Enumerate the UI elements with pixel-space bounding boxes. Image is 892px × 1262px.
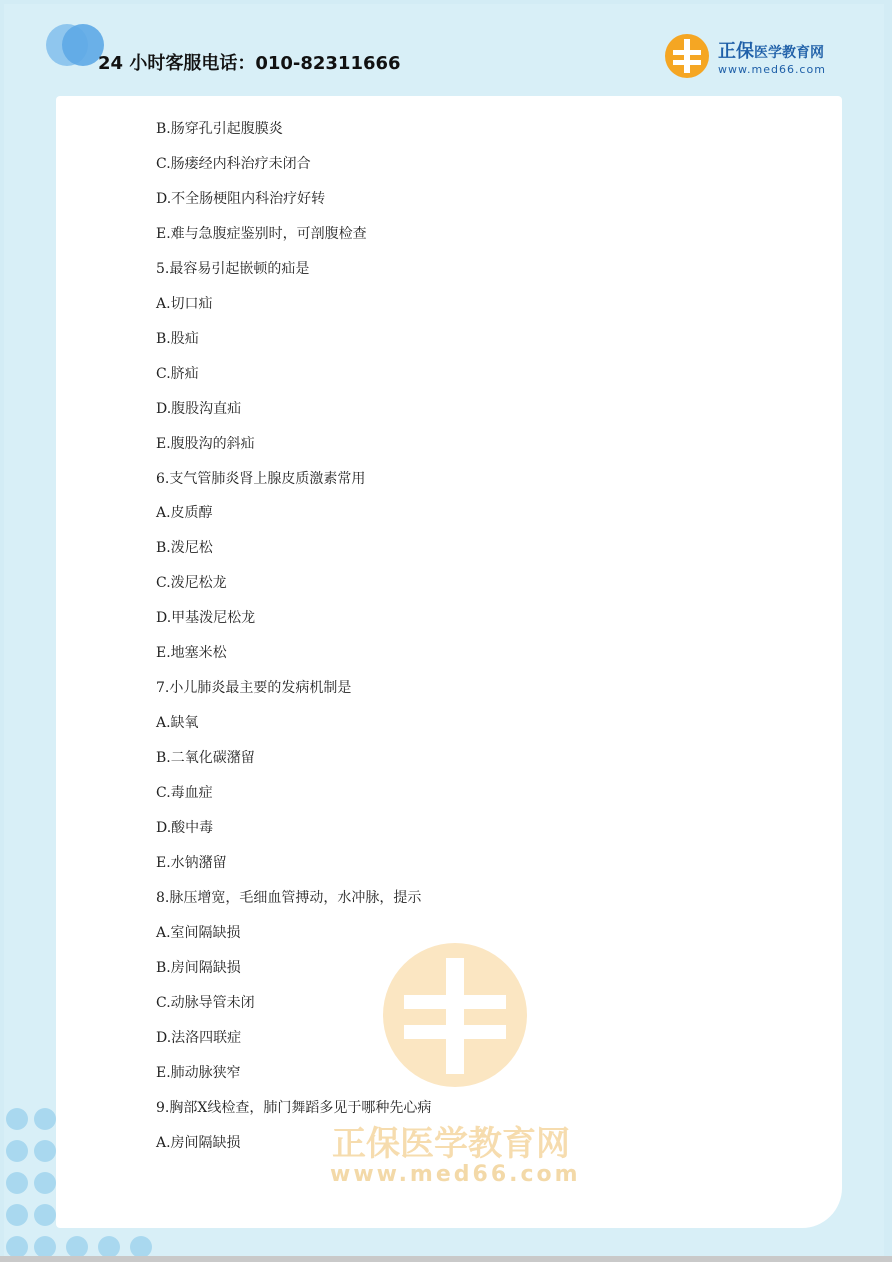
watermark-name: 正保医学教育网 bbox=[332, 1124, 570, 1164]
decor-dot bbox=[130, 1236, 152, 1258]
document-line: C.脐疝 bbox=[156, 365, 199, 382]
decor-dot bbox=[6, 1108, 28, 1130]
document-line: A.房间隔缺损 bbox=[156, 1134, 241, 1151]
header-decoration bbox=[46, 24, 106, 68]
watermark bbox=[330, 940, 590, 1200]
brand-name-sub: 医学教育网 bbox=[754, 45, 824, 61]
document-line: B.二氧化碳潴留 bbox=[156, 750, 255, 767]
decor-dot bbox=[34, 1140, 56, 1162]
document-line: B.房间隔缺损 bbox=[156, 959, 241, 976]
brand-logo[interactable] bbox=[664, 33, 854, 81]
content-card bbox=[56, 96, 842, 1228]
document-line: C.动脉导管未闭 bbox=[156, 994, 255, 1011]
document-line: E.肺动脉狭窄 bbox=[156, 1064, 241, 1081]
brand-name-main: 正保 bbox=[718, 41, 754, 62]
document-line: D.法洛四联症 bbox=[156, 1029, 242, 1046]
decor-dot bbox=[6, 1172, 28, 1194]
document-line: C.肠瘘经内科治疗未闭合 bbox=[156, 155, 311, 172]
decor-dot bbox=[98, 1236, 120, 1258]
decor-dot bbox=[6, 1140, 28, 1162]
document-line: A.室间隔缺损 bbox=[156, 924, 241, 941]
bottom-edge bbox=[0, 1256, 892, 1262]
document-line: A.缺氧 bbox=[156, 715, 199, 732]
brand-emblem-icon bbox=[664, 33, 710, 79]
document-line: E.腹股沟的斜疝 bbox=[156, 435, 255, 452]
document-line: D.不全肠梗阻内科治疗好转 bbox=[156, 190, 326, 207]
document-line: C.泼尼松龙 bbox=[156, 575, 227, 592]
document-line: 9.胸部X线检查，肺门舞蹈多见于哪种先心病 bbox=[156, 1099, 432, 1116]
decor-dot bbox=[34, 1204, 56, 1226]
watermark-url: www.med66.com bbox=[330, 1162, 581, 1187]
decor-dot bbox=[6, 1204, 28, 1226]
decor-dot bbox=[6, 1236, 28, 1258]
document-line: A.皮质醇 bbox=[156, 505, 213, 522]
decor-dot bbox=[34, 1172, 56, 1194]
document-line: B.泼尼松 bbox=[156, 540, 213, 557]
hotline-text: 24 小时客服电话：010-82311666 bbox=[98, 53, 401, 74]
document-line: E.水钠潴留 bbox=[156, 854, 227, 871]
document-line: 7.小儿肺炎最主要的发病机制是 bbox=[156, 680, 352, 697]
document-line: E.难与急腹症鉴别时，可剖腹检查 bbox=[156, 225, 367, 242]
document-line: 5.最容易引起嵌顿的疝是 bbox=[156, 260, 310, 277]
watermark-emblem-icon bbox=[380, 940, 530, 1090]
document-line: 8.脉压增宽，毛细血管搏动，水冲脉，提示 bbox=[156, 889, 422, 906]
decor-dot bbox=[66, 1236, 88, 1258]
document-line: A.切口疝 bbox=[156, 295, 213, 312]
document-line: 6.支气管肺炎肾上腺皮质激素常用 bbox=[156, 470, 366, 487]
brand-url: www.med66.com bbox=[718, 63, 826, 76]
document-line: C.毒血症 bbox=[156, 785, 213, 802]
document-line: B.股疝 bbox=[156, 330, 199, 347]
brand-name bbox=[718, 37, 824, 63]
decor-dot bbox=[34, 1236, 56, 1258]
document-line: D.腹股沟直疝 bbox=[156, 400, 242, 417]
document-line: B.肠穿孔引起腹膜炎 bbox=[156, 121, 283, 137]
document-line: D.酸中毒 bbox=[156, 820, 214, 836]
decor-dot bbox=[34, 1108, 56, 1130]
document-line: E.地塞米松 bbox=[156, 645, 227, 662]
document-line: D.甲基泼尼松龙 bbox=[156, 610, 256, 627]
